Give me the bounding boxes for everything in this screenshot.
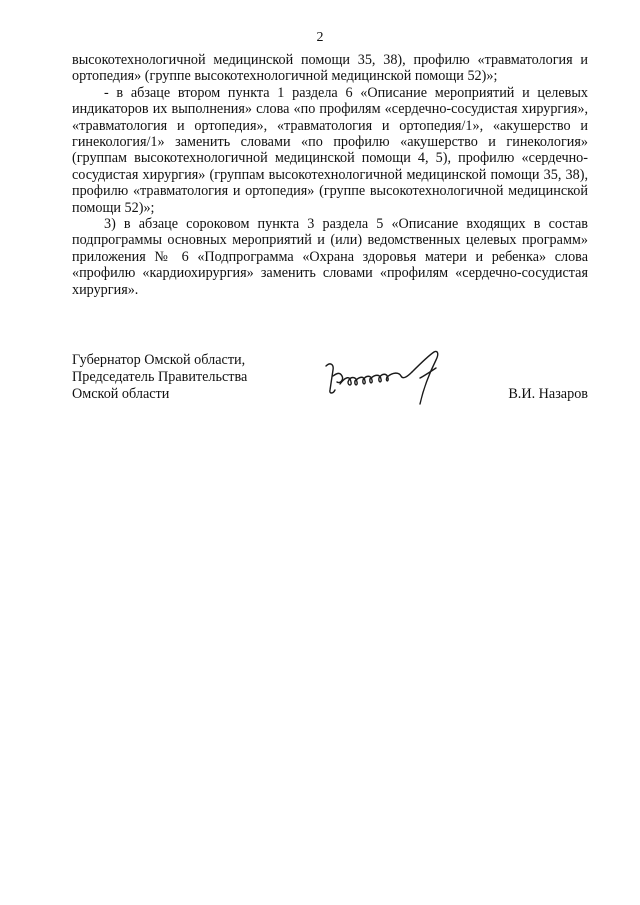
body-paragraph-continuation: высокотехнологичной медицинской помощи 35, 38), профилю «травматология и ортопедия» (группе высокотехнологичной медицинской помощи 52)»; — [72, 52, 588, 85]
handwritten-signature — [320, 346, 470, 412]
body-paragraph-amendment-3: 3) в абзаце сороковом пункта 3 раздела 5 «Описание входящих в состав подпрограммы основных мероприятий и (или) ведомственных целевых программ» приложения № 6 «Подпрограмма «Охрана здоровья матери и ребенка» слова «профилю «кардиохирургия» заменить словами «профилям «сердечно-сосудистая хирургия». — [72, 216, 588, 298]
signatory-title-line: Губернатор Омской области, — [72, 352, 246, 368]
signature-strokes — [326, 351, 438, 404]
body-paragraph-amendment-section-6: - в абзаце втором пункта 1 раздела 6 «Описание мероприятий и целевых индикаторов их выполнения» слова «по профилям «сердечно-сосудистая хирургия», «травматология и ортопедия», «травматология и ортопедия/1», «акушерство и гинекология/1» заменить словами «по профилю «акушерство и гинекология» (группам высокотехнологичной медицинской помощи 4, 5), профилю «сердечно-сосудистая хирургия» (группам высокотехнологичной медицинской помощи 35, 38), профилю «травматология и ортопедия» (группе высокотехнологичной медицинской помощи 52)»; — [72, 84, 588, 216]
signatory-name: В.И. Назаров — [508, 386, 588, 402]
signature-block — [72, 352, 588, 422]
document-body — [72, 52, 588, 298]
signatory-title-line: Омской области — [72, 386, 170, 402]
signatory-title-line: Председатель Правительства — [72, 369, 248, 385]
signatory-title — [72, 352, 247, 403]
page-number: 2 — [316, 30, 324, 45]
